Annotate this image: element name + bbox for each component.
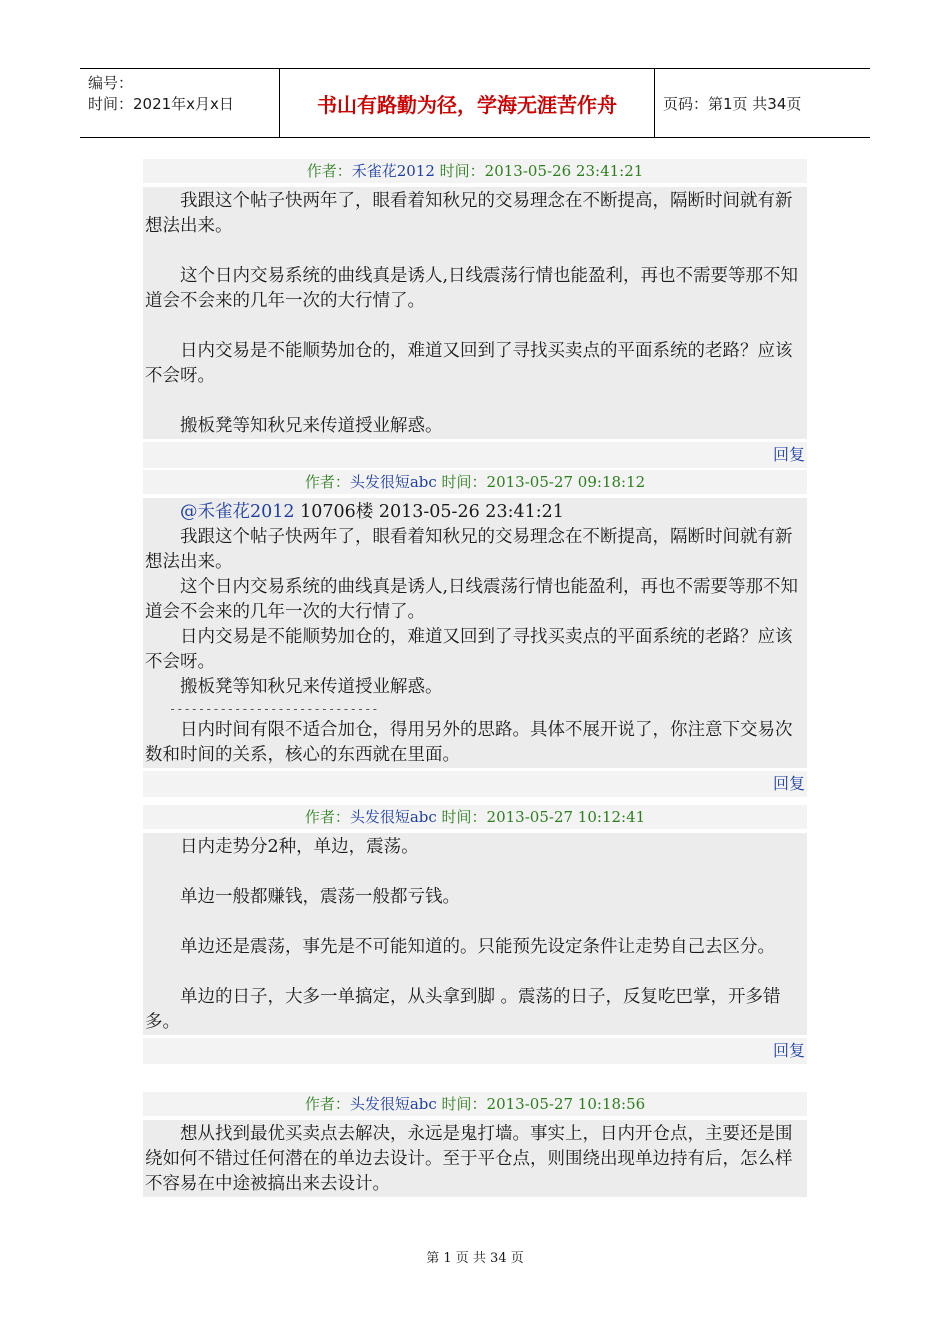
post-author[interactable]: 头发很短abc bbox=[349, 1095, 437, 1113]
post-meta: 作者：头发很短abc 时间：2013-05-27 09:18:12 bbox=[143, 470, 807, 494]
page-footer: 第 1 页 共 34 页 bbox=[426, 1251, 524, 1266]
post-time: 时间：2013-05-26 23:41:21 bbox=[434, 162, 644, 180]
reply-link[interactable]: 回复 bbox=[772, 1041, 805, 1060]
reply-link[interactable]: 回复 bbox=[772, 445, 805, 464]
post-3 bbox=[143, 805, 807, 1064]
time-label: 时间：2021年x月x日 bbox=[88, 95, 234, 113]
quote-ref-link[interactable]: @禾雀花2012 bbox=[180, 502, 295, 522]
post-paragraph: 想从找到最优买卖点去解决，永远是鬼打墙。事实上，日内开仓点，主要还是围绕如何不错过任何潜在的单边去设计。至于平仓点，则围绕出现单边持有后，怎么样不容易在中途被搞出来去设计。 bbox=[145, 1124, 793, 1194]
quote-floor: 10706楼 2013-05-26 23:41:21 bbox=[294, 502, 564, 522]
quote-separator: ----------------------------- bbox=[169, 702, 379, 716]
post-body bbox=[143, 498, 807, 768]
reply-row bbox=[143, 1038, 807, 1064]
post-paragraph: 单边还是震荡，事先是不可能知道的。只能预先设定条件让走势自己去区分。 bbox=[180, 937, 775, 957]
post-time: 时间：2013-05-27 09:18:12 bbox=[436, 473, 646, 491]
post-paragraph: 日内时间有限不适合加仓，得用另外的思路。具体不展开说了，你注意下交易次数和时间的关系，核心的东西就在里面。 bbox=[145, 720, 793, 765]
quote-paragraph: 日内交易是不能顺势加仓的，难道又回到了寻找买卖点的平面系统的老路？应该不会呀。 bbox=[145, 627, 793, 672]
header-page-info: 页码：第1页 共34页 bbox=[663, 94, 802, 113]
post-time: 时间：2013-05-27 10:18:56 bbox=[436, 1095, 646, 1113]
post-paragraph: 单边的日子，大多一单搞定，从头拿到脚 。震荡的日子，反复吃巴掌，开多错多。 bbox=[145, 987, 781, 1032]
post-body bbox=[143, 833, 807, 1035]
number-label: 编号： bbox=[88, 74, 134, 92]
post-2 bbox=[143, 470, 807, 797]
post-paragraph: 单边一般都赚钱，震荡一般都亏钱。 bbox=[180, 887, 460, 907]
post-meta: 作者：头发很短abc 时间：2013-05-27 10:12:41 bbox=[143, 805, 807, 829]
quote-header bbox=[145, 500, 805, 525]
post-paragraph: 这个日内交易系统的曲线真是诱人,日线震荡行情也能盈利，再也不需要等那不知道会不会来的几年一次的大行情了。 bbox=[145, 266, 799, 311]
post-paragraph: 日内走势分2种，单边，震荡。 bbox=[180, 837, 419, 857]
header-meta bbox=[80, 69, 280, 137]
post-time: 时间：2013-05-27 10:12:41 bbox=[436, 808, 646, 826]
post-author[interactable]: 头发很短abc bbox=[349, 473, 437, 491]
quote-paragraph: 这个日内交易系统的曲线真是诱人,日线震荡行情也能盈利，再也不需要等那不知道会不会来的几年一次的大行情了。 bbox=[145, 577, 799, 622]
post-1 bbox=[143, 159, 807, 468]
header-motto: 书山有路勤为径，学海无涯苦作舟 bbox=[280, 69, 655, 137]
post-author[interactable]: 头发很短abc bbox=[349, 808, 437, 826]
reply-row bbox=[143, 442, 807, 468]
document-header bbox=[80, 68, 870, 138]
post-author[interactable]: 禾雀花2012 bbox=[351, 162, 435, 180]
reply-row bbox=[143, 771, 807, 797]
reply-link[interactable]: 回复 bbox=[772, 774, 805, 793]
quote-paragraph: 我跟这个帖子快两年了，眼看着知秋兄的交易理念在不断提高，隔断时间就有新想法出来。 bbox=[145, 527, 793, 572]
quote-paragraph: 搬板凳等知秋兄来传道授业解惑。 bbox=[180, 677, 443, 697]
post-paragraph: 搬板凳等知秋兄来传道授业解惑。 bbox=[180, 416, 443, 436]
post-body bbox=[143, 1120, 807, 1197]
post-body bbox=[143, 187, 807, 439]
post-paragraph: 日内交易是不能顺势加仓的，难道又回到了寻找买卖点的平面系统的老路？应该不会呀。 bbox=[145, 341, 793, 386]
post-meta: 作者：头发很短abc 时间：2013-05-27 10:18:56 bbox=[143, 1092, 807, 1116]
post-meta: 作者：禾雀花2012 时间：2013-05-26 23:41:21 bbox=[143, 159, 807, 183]
post-paragraph: 我跟这个帖子快两年了，眼看着知秋兄的交易理念在不断提高，隔断时间就有新想法出来。 bbox=[145, 191, 793, 236]
post-4 bbox=[143, 1092, 807, 1197]
